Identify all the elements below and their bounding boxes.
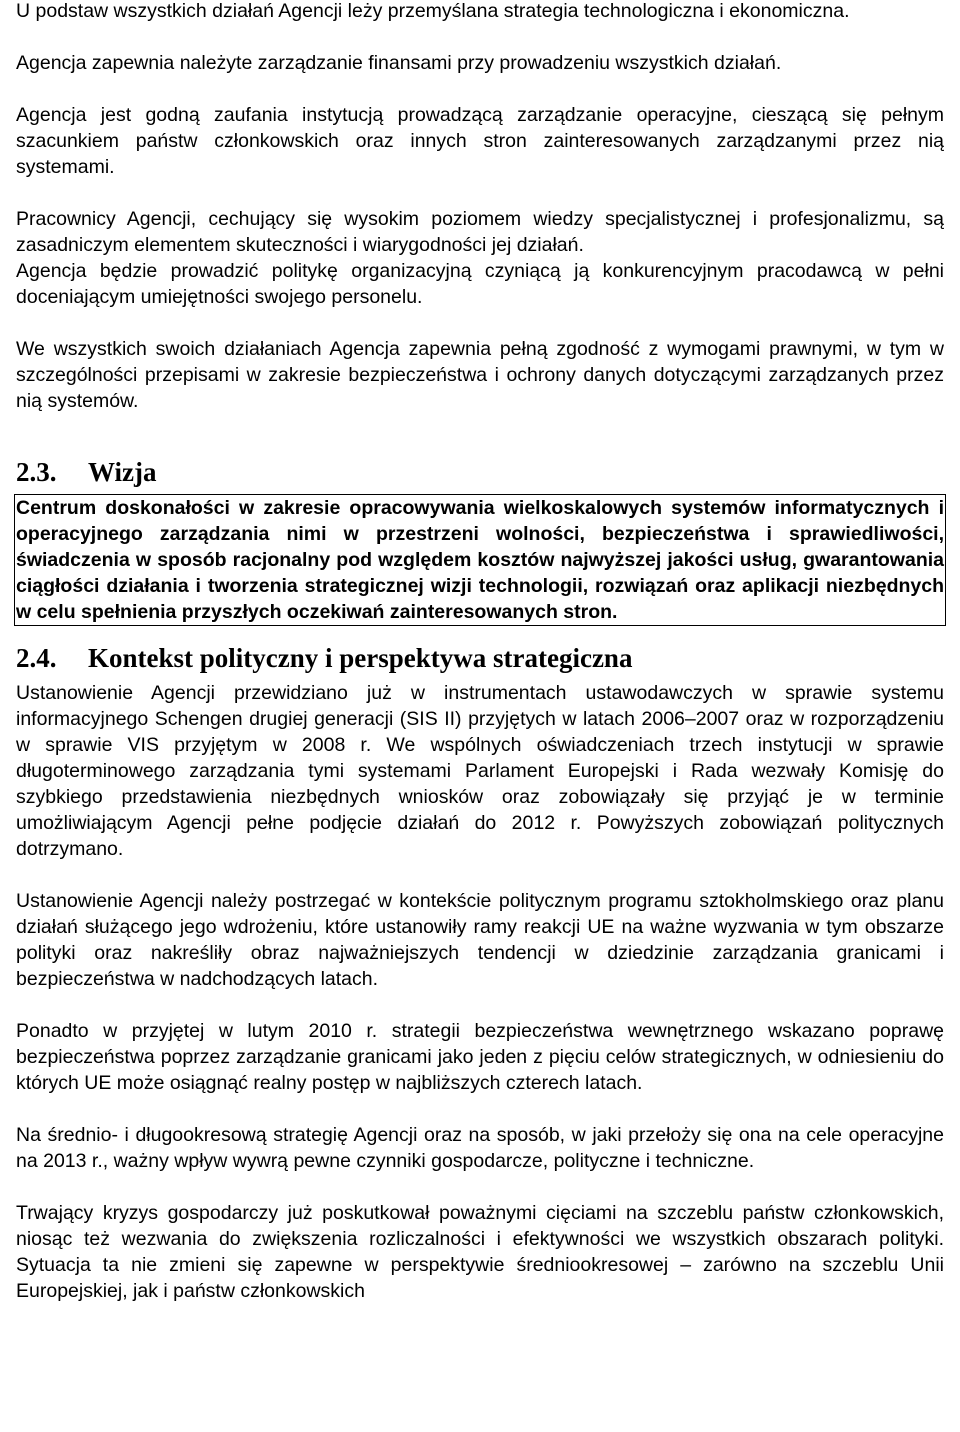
context-paragraph-1: Ustanowienie Agencji przewidziano już w instrumentach ustawodawczych w sprawie systemu informacyjnego Schengen drugiej generacji (SIS II) przyjętych w latach 2006–2007 oraz w rozporządzeniu w sprawie VIS przyjętym w 2008 r. We wspólnych oświadczeniach trzech instytucji w sprawie długoterminowego zarządzania tymi systemami Parlament Europejski i Rada wezwały Komisję do szybkiego przedstawienia niezbędnych wniosków oraz zobowiązały się przyjąć je w terminie umożliwiającym Agencji pełne podjęcie działań do 2012 r. Powyższych zobowiązań politycznych dotrzymano. <box>16 682 944 860</box>
intro-paragraph-1: U podstaw wszystkich działań Agencji leży przemyślana strategia technologiczna i ekonomiczna. <box>16 0 850 22</box>
intro-paragraph-5: We wszystkich swoich działaniach Agencja zapewnia pełną zgodność z wymogami prawnymi, w tym w szczególności przepisami w zakresie bezpieczeństwa i ochrony danych dotyczącymi zarządzanych przez nią systemów. <box>16 338 944 412</box>
context-paragraph-4: Na średnio- i długookresową strategię Agencji oraz na sposób, w jaki przełoży się ona na cele operacyjne na 2013 r., ważny wpływ wywrą pewne czynniki gospodarcze, polityczne i techniczne. <box>16 1124 944 1172</box>
intro-paragraph-2: Agencja zapewnia należyte zarządzanie finansami przy prowadzeniu wszystkich działań. <box>16 52 782 74</box>
context-paragraph-3: Ponadto w przyjętej w lutym 2010 r. strategii bezpieczeństwa wewnętrznego wskazano poprawę bezpieczeństwa poprzez zarządzanie granicami jako jeden z pięciu celów strategicznych, w odniesieniu do których UE może osiągnąć realny postęp w najbliższych czterech latach. <box>16 1020 944 1094</box>
section-title: Kontekst polityczny i perspektywa strategiczna <box>88 643 633 673</box>
section-number: 2.4. <box>16 643 57 673</box>
document-page <box>16 0 944 1304</box>
section-number: 2.3. <box>16 457 57 487</box>
section-heading-2-3 <box>16 456 944 488</box>
section-title: Wizja <box>88 457 157 487</box>
context-paragraph-5: Trwający kryzys gospodarczy już poskutkował poważnymi cięciami na szczeblu państw członkowskich, niosąc też wezwania do zwiększenia rozliczalności i efektywności we wszystkich obszarach polityki. Sytuacja ta nie zmieni się zapewne w perspektywie średniookresowej – zarówno na szczeblu Unii Europejskiej, jak i państw członkowskich <box>16 1202 944 1302</box>
section-heading-2-4 <box>16 642 944 674</box>
intro-paragraph-4b: Agencja będzie prowadzić politykę organizacyjną czyniącą ją konkurencyjnym pracodawcą w pełni doceniającym umiejętności swojego personelu. <box>16 260 944 308</box>
vision-statement-box: Centrum doskonałości w zakresie opracowywania wielkoskalowych systemów informatycznych i operacyjnego zarządzania nimi w przestrzeni wolności, bezpieczeństwa i sprawiedliwości, świadczenia w sposób racjonalny pod względem kosztów najwyższej jakości usług, gwarantowania ciągłości działania i tworzenia strategicznej wizji technologii, rozwiązań oraz aplikacji niezbędnych w celu spełnienia przyszłych oczekiwań zainteresowanych stron. <box>14 494 946 626</box>
intro-paragraph-4a: Pracownicy Agencji, cechujący się wysokim poziomem wiedzy specjalistycznej i profesjonalizmu, są zasadniczym elementem skuteczności i wiarygodności jej działań. <box>16 208 944 256</box>
context-paragraph-2: Ustanowienie Agencji należy postrzegać w kontekście politycznym programu sztokholmskiego oraz planu działań służącego jego wdrożeniu, które ustanowiły ramy reakcji UE na ważne wyzwania w tym obszarze polityki oraz nakreśliły obraz najważniejszych tendencji w dziedzinie zarządzania granicami i bezpieczeństwa w nadchodzących latach. <box>16 890 944 990</box>
intro-paragraph-3: Agencja jest godną zaufania instytucją prowadzącą zarządzanie operacyjne, cieszącą się pełnym szacunkiem państw członkowskich oraz innych stron zainteresowanych zarządzanymi przez nią systemami. <box>16 104 944 178</box>
